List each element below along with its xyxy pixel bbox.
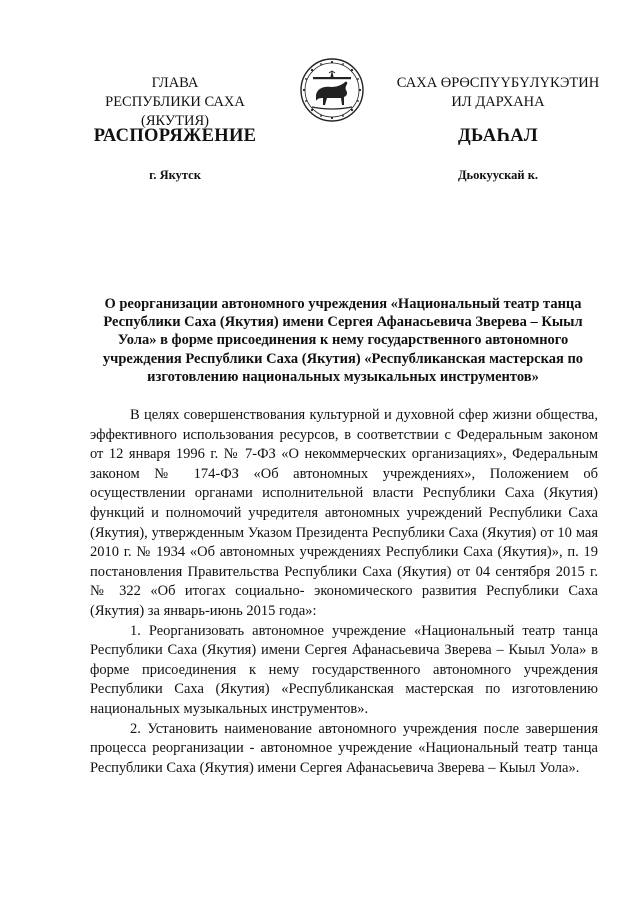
- header-left-line-1: ГЛАВА: [151, 75, 199, 91]
- document-body: [90, 406, 598, 778]
- header-left-block: [70, 74, 280, 131]
- clause-1-paragraph: 1. Реорганизовать автономное учреждение «Национальный театр танца Республики Саха (Якутия) имени Сергея Афанасьевича Зверева – Кыыл Уола» в форме присоединения к нему государственного автономного учреждения Республики Саха (Якутия) «Республиканская мастерская по изготовлению национальных музыкальных инструментов».: [90, 622, 598, 717]
- header-left-line-2: РЕСПУБЛИКИ САХА (ЯКУТИЯ): [105, 94, 245, 129]
- header-right-block: [386, 74, 610, 112]
- doc-type-russian: РАСПОРЯЖЕНИЕ: [93, 126, 257, 146]
- preamble-paragraph: В целях совершенствования культурной и духовной сфер жизни общества, эффективного использования ресурсов, в соответствии с Федеральным законом от 12 января 1996 г. № 7-ФЗ «О некоммерческих организациях», Федеральным законом № 174-ФЗ «Об автономных учреждениях», Положением об осуществлении органами исполнительной власти Республики Саха (Якутия) функций и полномочий учредителя автономных учреждений Республики Саха (Якутия), утвержденным Указом Президента Республики Саха (Якутия) от 10 мая 2010 г. № 1934 «Об автономных учреждениях Республики Саха (Якутия)», п. 19 постановления Правительства Республики Саха (Якутия) от 04 сентября 2015 г. № 322 «Об итогах социально- экономического развития Республики Саха (Якутия) за январь-июнь 2015 года»:: [90, 407, 598, 619]
- doc-type-sakha: ДЬАҺАЛ: [457, 126, 539, 146]
- city-russian: г. Якутск: [149, 168, 201, 182]
- header-right-line-2: ИЛ ДАРХАНА: [451, 94, 545, 110]
- clause-2-paragraph: 2. Установить наименование автономного учреждения после завершения процесса реорганизации - автономное учреждение «Национальный театр танца Республики Саха (Якутия) имени Сергея Афанасьевича Зверева – Кыыл Уола».: [90, 720, 598, 776]
- header-right-line-1: САХА ӨРӨСПҮҮБҮЛҮКЭТИН: [396, 75, 600, 91]
- document-title: О реорганизации автономного учреждения «Национальный театр танца Республики Саха (Якутия) имени Сергея Афанасьевича Зверева – Кыыл Уола» в форме присоединения к нему государственного автономного учреждения Республики Саха (Якутия) «Республиканская мастерская по изготовлению национальных музыкальных инструментов»: [102, 296, 584, 385]
- city-sakha: Дьокуускай к.: [457, 168, 539, 182]
- coat-of-arms-emblem-icon: [299, 57, 365, 123]
